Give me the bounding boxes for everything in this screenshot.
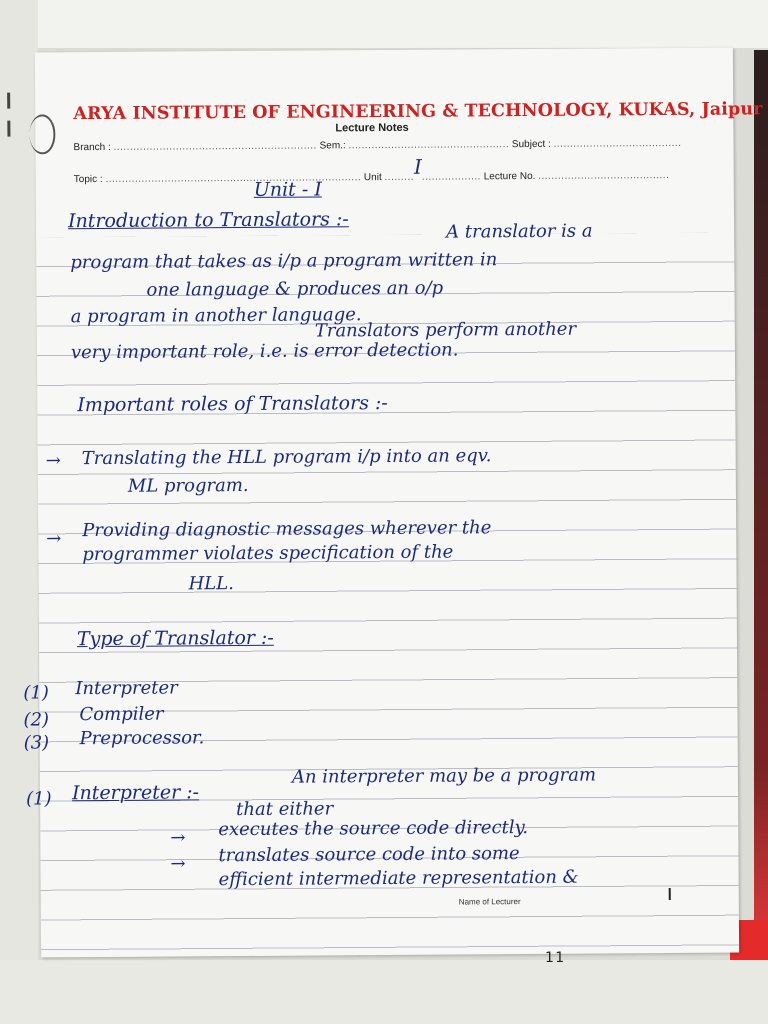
sem-label: Sem.: (319, 140, 346, 152)
intro-line: program that takes as i/p a program written in (70, 249, 498, 274)
subject-label: Subject : (511, 138, 551, 151)
arrow-icon: → (45, 450, 61, 472)
role-line: Providing diagnostic messages wherever the (82, 517, 492, 542)
type-label: Preprocessor. (79, 727, 205, 750)
role-line: programmer violates specification of the (82, 541, 454, 566)
branch-label: Branch : (73, 141, 111, 154)
background-top (0, 0, 768, 48)
topic-label: Topic : (73, 173, 103, 186)
background-right-edge (754, 50, 768, 950)
background-bottom (0, 960, 768, 1024)
intro-line: very important role, i.e. is error detection. (70, 339, 459, 364)
notebook-page (23, 48, 763, 958)
type-number: (2) (23, 709, 50, 731)
ink-mark (669, 888, 671, 900)
name-of-lecturer-label: Name of Lecturer (458, 897, 521, 907)
branch-field: Branch : .............................................................. Sem.: ................................................. Subject : ....................................... (73, 137, 682, 154)
interpreter-line: efficient intermediate representation & (218, 866, 579, 891)
interpreter-line: translates source code into some (218, 843, 520, 867)
types-heading: Type of Translator :- (76, 626, 274, 651)
role-line: ML program. (127, 474, 249, 497)
unit-heading: Unit - I (253, 178, 322, 201)
interpreter-line: executes the source code directly. (218, 817, 529, 841)
interpreter-line: An interpreter may be a program (291, 764, 597, 788)
type-number: (3) (23, 732, 50, 754)
roles-heading: Important roles of Translators :- (77, 391, 388, 417)
intro-line: a program in another language. (70, 304, 362, 328)
lecture-notes-label: Lecture Notes (335, 121, 409, 135)
role-line: HLL. (188, 573, 234, 595)
intro-heading: Introduction to Translators :- (67, 208, 349, 233)
type-label: Compiler (79, 703, 164, 726)
binding-holes (0, 93, 20, 153)
lecture-no-label: Lecture No. (483, 170, 536, 183)
background-left (0, 0, 38, 1024)
intro-line: A translator is a (446, 220, 593, 243)
institute-name: ARYA INSTITUTE OF ENGINEERING & TECHNOLOGY, KUKAS, Jaipur (73, 99, 763, 125)
institute-seal-icon (29, 114, 55, 154)
interpreter-number: (1) (25, 788, 52, 810)
intro-line: one language & produces an o/p (146, 277, 444, 301)
arrow-icon: → (170, 853, 186, 875)
arrow-icon: → (46, 528, 62, 550)
type-number: (1) (23, 682, 49, 704)
interpreter-line: that either (236, 798, 334, 821)
role-line: Translating the HLL program i/p into an eqv. (81, 445, 492, 470)
arrow-icon: → (170, 827, 186, 849)
topic-field: Topic : .............................................................................. Unit .........I.................. Lecture No. ........................................ (73, 154, 670, 186)
interpreter-heading: Interpreter :- (71, 781, 200, 805)
unit-label: Unit (363, 172, 382, 184)
unit-value: I (413, 154, 422, 179)
page-mark: 1 1 (545, 950, 565, 966)
intro-line: Translators perform another (314, 318, 577, 342)
type-label: Interpreter (75, 677, 178, 700)
